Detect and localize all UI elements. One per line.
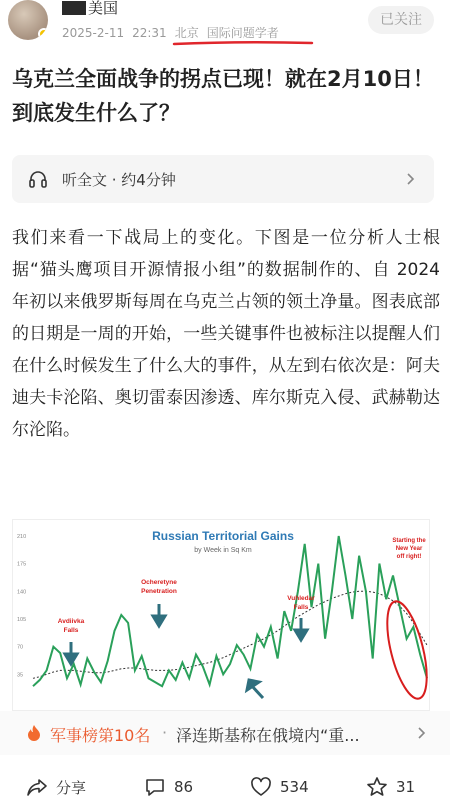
arrow-up-left-icon bbox=[247, 680, 263, 698]
avatar[interactable] bbox=[8, 0, 48, 40]
share-icon bbox=[26, 776, 48, 798]
comment-count: 86 bbox=[174, 778, 194, 796]
chart-title: Russian Territorial Gains bbox=[152, 529, 294, 543]
hot-ranking-bar[interactable] bbox=[0, 711, 450, 755]
related-headline: 泽连斯基称在俄境内“重... bbox=[176, 726, 360, 745]
action-bar bbox=[0, 770, 450, 803]
svg-text:Falls: Falls bbox=[63, 627, 79, 634]
follow-button[interactable]: 已关注 bbox=[368, 6, 434, 34]
y-tick-label: 175 bbox=[17, 561, 27, 568]
svg-text:Vuhledar: Vuhledar bbox=[287, 595, 315, 602]
y-tick-label: 210 bbox=[17, 533, 27, 540]
verified-badge-icon bbox=[38, 28, 48, 40]
chart-svg bbox=[13, 520, 430, 711]
listen-full-text-bar[interactable] bbox=[12, 155, 434, 203]
annotation-kursk-arrow bbox=[247, 680, 263, 698]
post-date: 2025-2-11 bbox=[62, 26, 125, 40]
y-tick-label: 140 bbox=[17, 589, 27, 596]
favorite-count: 31 bbox=[396, 778, 416, 796]
like-count: 534 bbox=[280, 778, 309, 796]
article-title: 乌克兰全面战争的拐点已现！就在2月10日！到底发生什么了？ bbox=[12, 67, 434, 125]
annotation-ocheretyne bbox=[141, 579, 177, 626]
favorite-button[interactable] bbox=[366, 776, 415, 798]
highlight-ellipse bbox=[379, 598, 430, 703]
svg-text:Starting the: Starting the bbox=[392, 538, 426, 544]
arrow-down-icon bbox=[153, 604, 165, 626]
post-location: 北京 bbox=[174, 26, 199, 40]
headphones-icon bbox=[28, 169, 48, 189]
arrow-down-icon bbox=[295, 618, 307, 640]
fire-icon bbox=[26, 724, 42, 742]
author-tag: 国际问题学者 bbox=[206, 26, 279, 40]
comment-button[interactable] bbox=[144, 776, 193, 798]
svg-text:Avdiivka: Avdiivka bbox=[57, 618, 85, 625]
star-icon bbox=[366, 776, 388, 798]
author-name[interactable]: 美国 bbox=[62, 0, 362, 20]
territorial-gains-chart bbox=[12, 519, 430, 711]
comment-icon bbox=[144, 776, 166, 798]
chart-subtitle: by Week in Sq Km bbox=[194, 547, 252, 554]
y-tick-label: 105 bbox=[17, 616, 27, 623]
author-block bbox=[62, 0, 362, 41]
annotation-vuhledar bbox=[287, 595, 315, 640]
svg-text:New Year: New Year bbox=[395, 546, 423, 552]
svg-text:off right!: off right! bbox=[396, 554, 422, 560]
arrow-down-icon bbox=[65, 642, 77, 664]
article-body: 我们来看一下战局上的变化。下图是一位分析人士根据“猫头鹰项目开源情报小组”的数据制作的、自 2024 年初以来俄罗斯每周在乌克兰占领的领土净量。图表底部的日期是一周的开始，一些关键事件也被标注以提醒人们在什么时候发生了什么大的事件，从左到右依次是：阿夫迪夫卡沦陷、奥切雷泰因渗透、库尔斯克入侵、武赫勒达尔沦陷。 bbox=[12, 228, 440, 440]
name-redaction bbox=[62, 1, 86, 15]
author-header bbox=[0, 0, 450, 52]
y-tick-label: 70 bbox=[17, 644, 24, 651]
share-label: 分享 bbox=[56, 778, 87, 797]
chevron-right-icon bbox=[402, 171, 418, 187]
chevron-right-icon bbox=[414, 726, 428, 740]
author-meta bbox=[62, 24, 362, 41]
post-time: 22:31 bbox=[132, 26, 167, 40]
like-button[interactable] bbox=[250, 776, 309, 798]
svg-text:Ocheretyne: Ocheretyne bbox=[141, 579, 177, 586]
listen-label: 听全文 · 约4分钟 bbox=[62, 171, 176, 189]
ranking-label: 军事榜第10名 bbox=[50, 726, 151, 745]
y-tick-label: 35 bbox=[17, 672, 24, 679]
red-underline-annotation bbox=[172, 40, 314, 46]
weekly-gain-line bbox=[33, 536, 427, 686]
heart-icon bbox=[250, 776, 272, 798]
separator-dot: · bbox=[162, 723, 168, 742]
svg-text:Falls: Falls bbox=[293, 604, 309, 611]
annotation-new-year bbox=[379, 538, 430, 702]
svg-text:Penetration: Penetration bbox=[141, 588, 177, 595]
share-button[interactable] bbox=[26, 776, 86, 798]
